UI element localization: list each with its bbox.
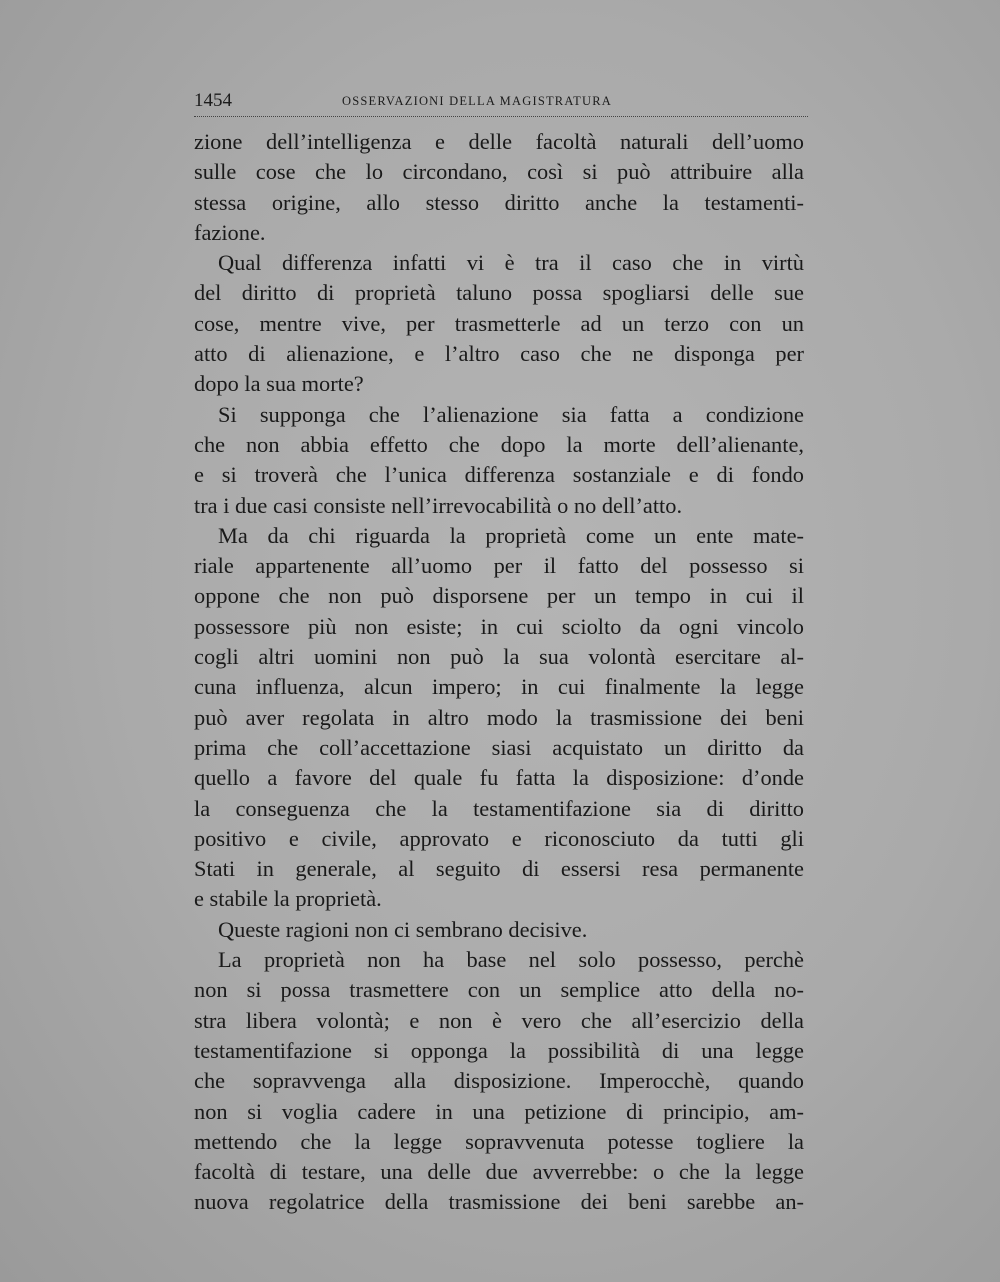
text-line: fazione. — [194, 219, 266, 245]
text-line: testamentifazione si opponga la possibilità di una legge — [194, 1037, 804, 1063]
text-line: sulle cose che lo circondano, così si può attribuire alla — [194, 159, 804, 185]
text-line: la conseguenza che la testamentifazione sia di diritto — [194, 795, 804, 821]
text-line: Qual differenza infatti vi è tra il caso che in virtù — [218, 250, 804, 276]
text-line: stra libera volontà; e non è vero che all’esercizio della — [194, 1007, 804, 1033]
text-line: può aver regolata in altro modo la trasmissione dei beni — [194, 704, 804, 730]
page-number: 1454 — [194, 90, 232, 111]
text-line: mettendo che la legge sopravvenuta potesse togliere la — [194, 1128, 804, 1154]
text-line: prima che coll’accettazione siasi acquistato un diritto da — [194, 734, 804, 760]
text-line: Si supponga che l’alienazione sia fatta a condizione — [218, 401, 804, 427]
text-line: positivo e civile, approvato e riconosciuto da tutti gli — [194, 825, 804, 851]
header-rule — [194, 116, 808, 117]
text-line: del diritto di proprietà taluno possa spogliarsi delle sue — [194, 280, 804, 306]
paragraph — [194, 945, 804, 1218]
text-line: che non abbia effetto che dopo la morte dell’alienante, — [194, 431, 804, 457]
text-line: oppone che non può disporsene per un tempo in cui il — [194, 583, 804, 609]
text-line: non si voglia cadere in una petizione di principio, am- — [194, 1098, 804, 1124]
text-line: atto di alienazione, e l’altro caso che ne disponga per — [194, 341, 804, 367]
text-line: Ma da chi riguarda la proprietà come un ente mate- — [218, 522, 804, 548]
text-line: La proprietà non ha base nel solo possesso, perchè — [218, 947, 804, 973]
paragraph — [194, 521, 804, 915]
text-line: nuova regolatrice della trasmissione dei beni sarebbe an- — [194, 1189, 804, 1215]
running-head — [194, 90, 808, 114]
text-line: possessore più non esiste; in cui sciolto da ogni vincolo — [194, 613, 804, 639]
text-line: cuna influenza, alcun impero; in cui finalmente la legge — [194, 674, 804, 700]
text-line: Queste ragioni non ci sembrano decisive. — [218, 916, 588, 942]
text-line: stessa origine, allo stesso diritto anche la testamenti- — [194, 189, 804, 215]
text-line: dopo la sua morte? — [194, 371, 364, 397]
text-line: zione dell’intelligenza e delle facoltà naturali dell’uomo — [194, 129, 804, 154]
paragraph — [194, 400, 804, 521]
text-line: che sopravvenga alla disposizione. Imperocchè, quando — [194, 1068, 804, 1094]
running-title: OSSERVAZIONI DELLA MAGISTRATURA — [342, 94, 613, 108]
text-line: e stabile la proprietà. — [194, 886, 382, 912]
body-text — [194, 127, 804, 1218]
text-line: riale appartenente all’uomo per il fatto del possesso si — [194, 553, 804, 579]
paragraph — [194, 248, 804, 399]
text-line: Stati in generale, al seguito di essersi resa permanente — [194, 856, 804, 882]
text-line: facoltà di testare, una delle due avverrebbe: o che la legge — [194, 1159, 804, 1185]
paragraph — [194, 915, 804, 945]
text-line: e si troverà che l’unica differenza sostanziale e di fondo — [194, 462, 804, 488]
text-line: non si possa trasmettere con un semplice atto della no- — [194, 977, 804, 1003]
paragraph — [194, 127, 804, 248]
text-line: cose, mentre vive, per trasmetterle ad un terzo con un — [194, 310, 804, 336]
text-line: quello a favore del quale fu fatta la disposizione: d’onde — [194, 765, 804, 791]
text-line: cogli altri uomini non può la sua volontà esercitare al- — [194, 644, 804, 670]
text-line: tra i due casi consiste nell’irrevocabilità o no dell’atto. — [194, 492, 683, 518]
